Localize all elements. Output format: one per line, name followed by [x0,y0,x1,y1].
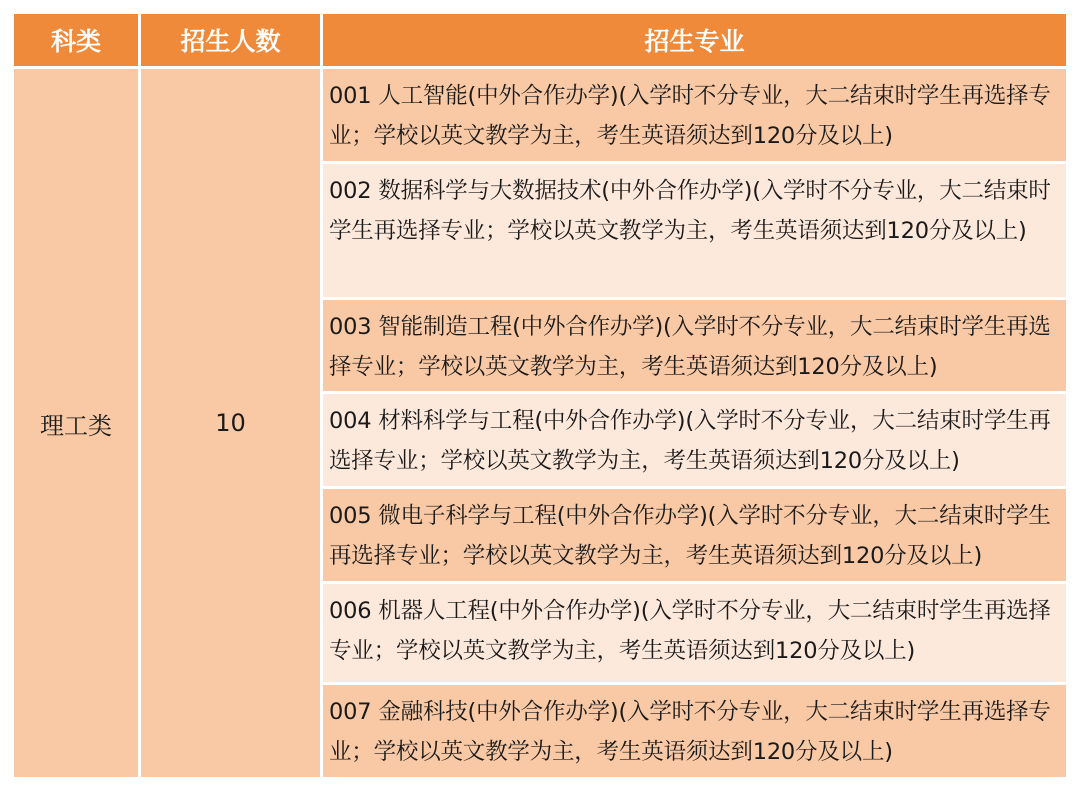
major-row: 003 智能制造工程(中外合作办学)(入学时不分专业，大二结束时学生再选择专业；学校以英文教学为主，考生英语须达到120分及以上) [323,300,1066,391]
major-row: 007 金融科技(中外合作办学)(入学时不分专业，大二结束时学生再选择专业；学校以英文教学为主，考生英语须达到120分及以上) [323,685,1066,777]
major-row: 002 数据科学与大数据技术(中外合作办学)(入学时不分专业，大二结束时学生再选择专业；学校以英文教学为主，考生英语须达到120分及以上) [323,164,1066,297]
major-row: 001 人工智能(中外合作办学)(入学时不分专业，大二结束时学生再选择专业；学校以英文教学为主，考生英语须达到120分及以上) [323,69,1066,161]
major-row: 005 微电子科学与工程(中外合作办学)(入学时不分专业，大二结束时学生再选择专业；学校以英文教学为主，考生英语须达到120分及以上) [323,489,1066,581]
header-enrollment: 招生人数 [141,14,320,66]
header-category: 科类 [14,14,138,66]
major-row: 004 材料科学与工程(中外合作办学)(入学时不分专业，大二结束时学生再选择专业；学校以英文教学为主，考生英语须达到120分及以上) [323,394,1066,486]
header-majors: 招生专业 [323,14,1066,66]
category-cell: 理工类 [14,69,138,777]
major-row: 006 机器人工程(中外合作办学)(入学时不分专业，大二结束时学生再选择专业；学校以英文教学为主，考生英语须达到120分及以上) [323,584,1066,682]
enrollment-cell: 10 [141,69,320,777]
